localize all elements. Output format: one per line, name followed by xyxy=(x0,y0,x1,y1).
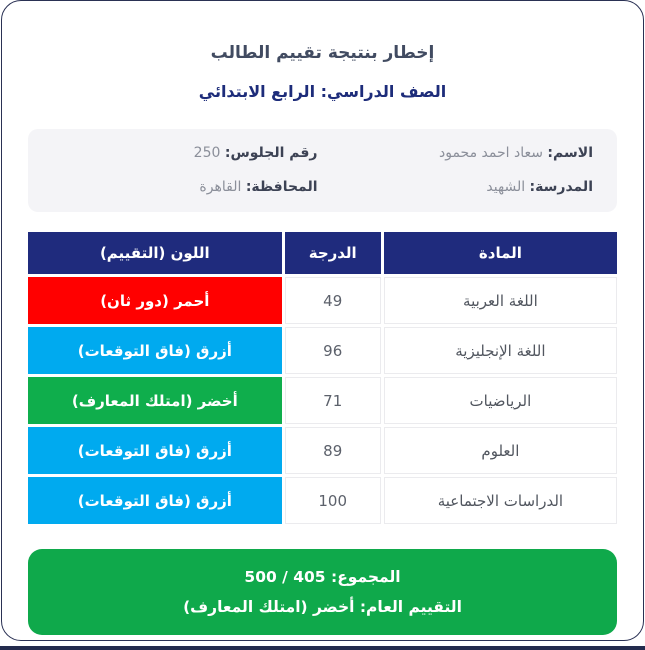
governorate-field xyxy=(52,179,318,196)
table-header-row xyxy=(28,232,617,274)
bottom-strip xyxy=(0,646,645,650)
subject-cell: اللغة الإنجليزية xyxy=(384,327,617,374)
governorate-label: المحافظة: xyxy=(245,179,318,195)
grade-column-header: الدرجة xyxy=(285,232,381,274)
grade-cell: 89 xyxy=(285,427,381,474)
page-title: إخطار بنتيجة تقييم الطالب xyxy=(210,43,435,63)
student-info-box xyxy=(28,129,617,212)
results-table xyxy=(25,229,620,527)
school-value: الشهيد xyxy=(486,179,526,195)
total-score-line: المجموع: 405 / 500 xyxy=(244,568,401,586)
summary-box xyxy=(28,549,617,635)
grade-cell: 49 xyxy=(285,277,381,324)
student-name-value: سعاد احمد محمود xyxy=(439,145,543,161)
table-row xyxy=(28,377,617,424)
results-table-wrap xyxy=(25,229,620,527)
evaluation-cell: أزرق (فاق التوقعات) xyxy=(28,327,282,374)
student-name-field xyxy=(328,145,594,162)
evaluation-column-header: اللون (التقييم) xyxy=(28,232,282,274)
grade-level-line: الصف الدراسي: الرابع الابتدائي xyxy=(198,82,447,101)
governorate-value: القاهرة xyxy=(199,179,242,195)
table-row xyxy=(28,277,617,324)
seat-number-value: 250 xyxy=(193,145,221,161)
grade-cell: 96 xyxy=(285,327,381,374)
grade-cell: 100 xyxy=(285,477,381,524)
seat-number-field xyxy=(52,145,318,162)
evaluation-cell: أزرق (فاق التوقعات) xyxy=(28,477,282,524)
subject-cell: الدراسات الاجتماعية xyxy=(384,477,617,524)
overall-evaluation-line: التقييم العام: أخضر (امتلك المعارف) xyxy=(183,598,462,616)
subject-cell: الرياضيات xyxy=(384,377,617,424)
student-name-label: الاسم: xyxy=(547,145,593,161)
evaluation-cell: أزرق (فاق التوقعات) xyxy=(28,427,282,474)
subject-cell: العلوم xyxy=(384,427,617,474)
table-row xyxy=(28,327,617,374)
table-row xyxy=(28,477,617,524)
seat-number-label: رقم الجلوس: xyxy=(224,145,318,161)
grade-cell: 71 xyxy=(285,377,381,424)
table-row xyxy=(28,427,617,474)
school-label: المدرسة: xyxy=(529,179,593,195)
evaluation-cell: أحمر (دور ثان) xyxy=(28,277,282,324)
school-field xyxy=(328,179,594,196)
subject-cell: اللغة العربية xyxy=(384,277,617,324)
evaluation-cell: أخضر (امتلك المعارف) xyxy=(28,377,282,424)
subject-column-header: المادة xyxy=(384,232,617,274)
report-card xyxy=(1,0,644,641)
